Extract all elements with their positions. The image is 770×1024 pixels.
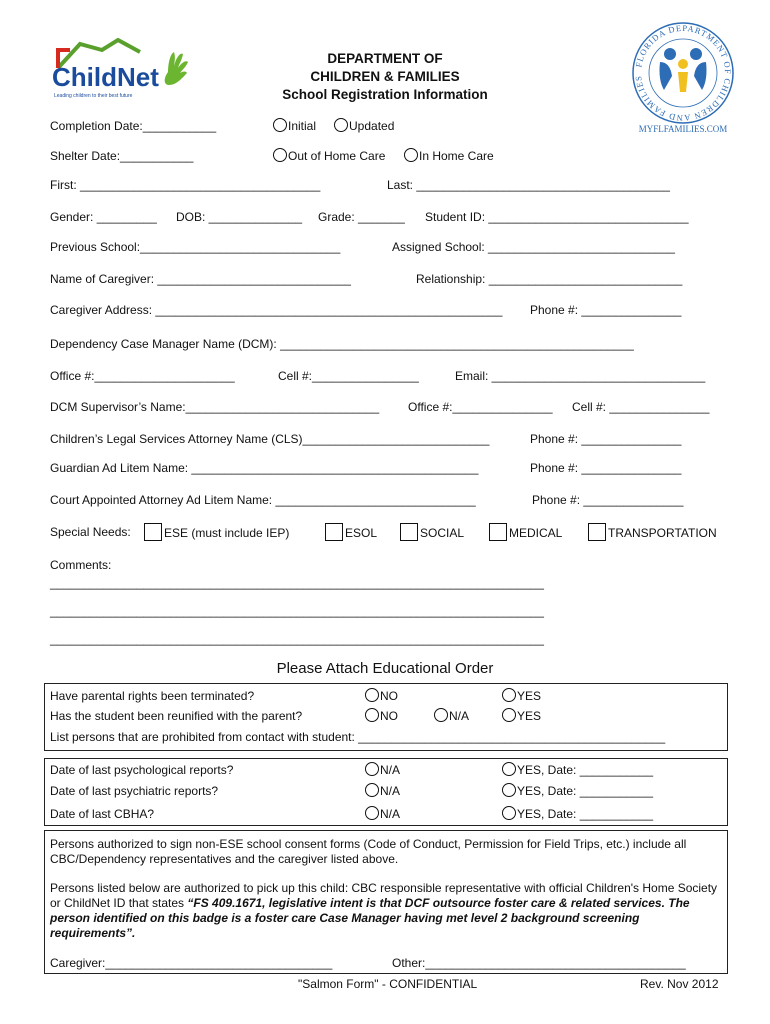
gal-field[interactable]: Guardian Ad Litem Name: ___________________________________________ — [50, 461, 479, 475]
reunified-no-option[interactable] — [365, 708, 398, 723]
reunified-na-radio[interactable] — [434, 708, 448, 722]
social-label: SOCIAL — [420, 526, 465, 540]
caregiver-phone-field[interactable]: Phone #: _______________ — [530, 303, 682, 317]
comment-line[interactable]: __________________________________________________________________________ — [50, 632, 544, 646]
supervisor-office-field[interactable]: Office #:_______________ — [408, 400, 553, 414]
student-id-field[interactable]: Student ID: ______________________________ — [425, 210, 689, 224]
comment-line[interactable]: __________________________________________________________________________ — [50, 576, 544, 590]
rights-yes-option[interactable] — [502, 688, 541, 703]
footer-revision: Rev. Nov 2012 — [640, 977, 719, 991]
rights-yes-label: YES — [517, 689, 542, 703]
psychiatric-yes-option[interactable] — [502, 783, 653, 798]
ese-label: ESE (must include IEP) — [164, 526, 290, 540]
prohibited-persons-field[interactable]: List persons that are prohibited from contact with student: ______________________________________________ — [50, 730, 666, 744]
out-of-home-option[interactable] — [273, 148, 385, 163]
social-checkbox[interactable] — [400, 523, 418, 541]
dcm-cell-field[interactable]: Cell #:________________ — [278, 369, 419, 383]
psychological-question: Date of last psychological reports? — [50, 763, 234, 777]
psychiatric-yes-radio[interactable] — [502, 783, 516, 797]
updated-option[interactable] — [334, 118, 394, 133]
rights-no-label: NO — [380, 689, 398, 703]
cbha-yes-option[interactable] — [502, 806, 653, 821]
header-line2: CHILDREN & FAMILIES — [310, 69, 460, 84]
supervisor-cell-field[interactable]: Cell #: _______________ — [572, 400, 710, 414]
reunified-yes-label: YES — [517, 709, 542, 723]
dcm-office-field[interactable]: Office #:_____________________ — [50, 369, 235, 383]
reunified-na-option[interactable] — [434, 708, 469, 723]
shelter-date-field[interactable]: Shelter Date:___________ — [50, 149, 194, 163]
reunified-question: Has the student been reunified with the parent? — [50, 709, 303, 723]
psychiatric-yes-label: YES, Date: ___________ — [517, 784, 654, 798]
last-name-field[interactable]: Last: ______________________________________ — [387, 178, 670, 192]
ese-checkbox[interactable] — [144, 523, 162, 541]
in-home-radio[interactable] — [404, 148, 418, 162]
relationship-field[interactable]: Relationship: _____________________________ — [416, 272, 683, 286]
assigned-school-field[interactable]: Assigned School: ____________________________ — [392, 240, 675, 254]
completion-date-field[interactable]: Completion Date:___________ — [50, 119, 217, 133]
consent-paragraph: Persons authorized to sign non-ESE school consent forms (Code of Conduct, Permission for Field Trips, etc.) include all CBC/Dependency representatives and the caregiver listed above. — [50, 837, 687, 866]
court-attorney-field[interactable]: Court Appointed Attorney Ad Litem Name: ______________________________ — [50, 493, 476, 507]
cbha-yes-label: YES, Date: ___________ — [517, 807, 654, 821]
special-needs-label: Special Needs: — [50, 525, 131, 539]
cbha-na-label: N/A — [380, 807, 401, 821]
grade-field[interactable]: Grade: _______ — [318, 210, 405, 224]
reunified-no-radio[interactable] — [365, 708, 379, 722]
cbha-question: Date of last CBHA? — [50, 807, 155, 821]
esol-label: ESOL — [345, 526, 378, 540]
previous-school-field[interactable]: Previous School:______________________________ — [50, 240, 341, 254]
header-title: School Registration Information — [282, 87, 488, 102]
first-name-field[interactable]: First: ____________________________________ — [50, 178, 321, 192]
gender-field[interactable]: Gender: _________ — [50, 210, 157, 224]
attach-order-title: Please Attach Educational Order — [276, 660, 494, 677]
social-option[interactable] — [400, 523, 464, 541]
in-home-option[interactable] — [404, 148, 494, 163]
psychological-na-radio[interactable] — [365, 762, 379, 776]
medical-checkbox[interactable] — [489, 523, 507, 541]
reunified-yes-option[interactable] — [502, 708, 541, 723]
comment-line[interactable]: __________________________________________________________________________ — [50, 604, 544, 618]
statute-quote: “FS 409.1671, legislative intent is that DCF outsource foster care & related services. The person identified on this badge is a foster care Case Manager having met level 2 background screening requirements”. — [50, 896, 690, 940]
dcm-supervisor-field[interactable]: DCM Supervisor’s Name:_____________________________ — [50, 400, 380, 414]
pickup-text: Persons listed below are authorized to pick up this child: CBC responsible representative with official Children's Home Society — [50, 881, 718, 895]
psychiatric-na-radio[interactable] — [365, 783, 379, 797]
rights-yes-radio[interactable] — [502, 688, 516, 702]
header-line1: DEPARTMENT OF — [327, 51, 443, 66]
dcm-name-field[interactable]: Dependency Case Manager Name (DCM): _____________________________________________________ — [50, 337, 634, 351]
esol-checkbox[interactable] — [325, 523, 343, 541]
caregiver-name-field[interactable]: Name of Caregiver: _____________________________ — [50, 272, 351, 286]
reunified-yes-radio[interactable] — [502, 708, 516, 722]
in-home-label: In Home Care — [419, 149, 494, 163]
updated-label: Updated — [349, 119, 395, 133]
cls-attorney-field[interactable]: Children’s Legal Services Attorney Name (CLS)____________________________ — [50, 432, 490, 446]
form-header — [0, 50, 770, 104]
dcf-url: MYFLFAMILIES.COM — [638, 124, 728, 134]
updated-radio[interactable] — [334, 118, 348, 132]
comments-label: Comments: — [50, 558, 112, 572]
initial-radio[interactable] — [273, 118, 287, 132]
psychological-yes-label: YES, Date: ___________ — [517, 763, 654, 777]
pickup-paragraph — [50, 881, 726, 941]
psychiatric-question: Date of last psychiatric reports? — [50, 784, 219, 798]
dcm-email-field[interactable]: Email: ________________________________ — [455, 369, 706, 383]
psychological-na-option[interactable] — [365, 762, 400, 777]
transportation-checkbox[interactable] — [588, 523, 606, 541]
pickup-text-cont: or ChildNet ID that states — [50, 896, 188, 910]
psychological-yes-radio[interactable] — [502, 762, 516, 776]
transportation-label: TRANSPORTATION — [608, 526, 717, 540]
medical-option[interactable] — [489, 523, 562, 541]
initial-label: Initial — [288, 119, 317, 133]
out-of-home-radio[interactable] — [273, 148, 287, 162]
dob-field[interactable]: DOB: ______________ — [176, 210, 303, 224]
court-attorney-phone-field[interactable]: Phone #: _______________ — [532, 493, 684, 507]
esol-option[interactable] — [325, 523, 377, 541]
caregiver-signature-field[interactable]: Caregiver:__________________________________ — [50, 956, 333, 970]
childnet-wordmark: ChildNet — [52, 62, 159, 92]
cbha-na-option[interactable] — [365, 806, 400, 821]
initial-option[interactable] — [273, 118, 316, 133]
parental-rights-question: Have parental rights been terminated? — [50, 689, 255, 703]
ese-option[interactable] — [144, 523, 289, 541]
psychological-yes-option[interactable] — [502, 762, 653, 777]
rights-no-radio[interactable] — [365, 688, 379, 702]
caregiver-address-field[interactable]: Caregiver Address: ____________________________________________________ — [50, 303, 503, 317]
cbha-yes-radio[interactable] — [502, 806, 516, 820]
psychiatric-na-label: N/A — [380, 784, 401, 798]
reunified-na-label: N/A — [449, 709, 470, 723]
childnet-tagline: Leading children to their best future — [54, 93, 133, 99]
other-signature-field[interactable]: Other:_______________________________________ — [392, 956, 686, 970]
reunified-no-label: NO — [380, 709, 398, 723]
rights-no-option[interactable] — [365, 688, 398, 703]
gal-phone-field[interactable]: Phone #: _______________ — [530, 461, 682, 475]
out-of-home-label: Out of Home Care — [288, 149, 386, 163]
footer-confidential: "Salmon Form" - CONFIDENTIAL — [298, 977, 478, 991]
psychological-na-label: N/A — [380, 763, 401, 777]
medical-label: MEDICAL — [509, 526, 563, 540]
cbha-na-radio[interactable] — [365, 806, 379, 820]
transportation-option[interactable] — [588, 523, 717, 541]
dcf-ring-text: FLORIDA DEPARTMENT OF CHILDREN AND FAMILIES — [632, 22, 734, 124]
psychiatric-na-option[interactable] — [365, 783, 400, 798]
cls-phone-field[interactable]: Phone #: _______________ — [530, 432, 682, 446]
